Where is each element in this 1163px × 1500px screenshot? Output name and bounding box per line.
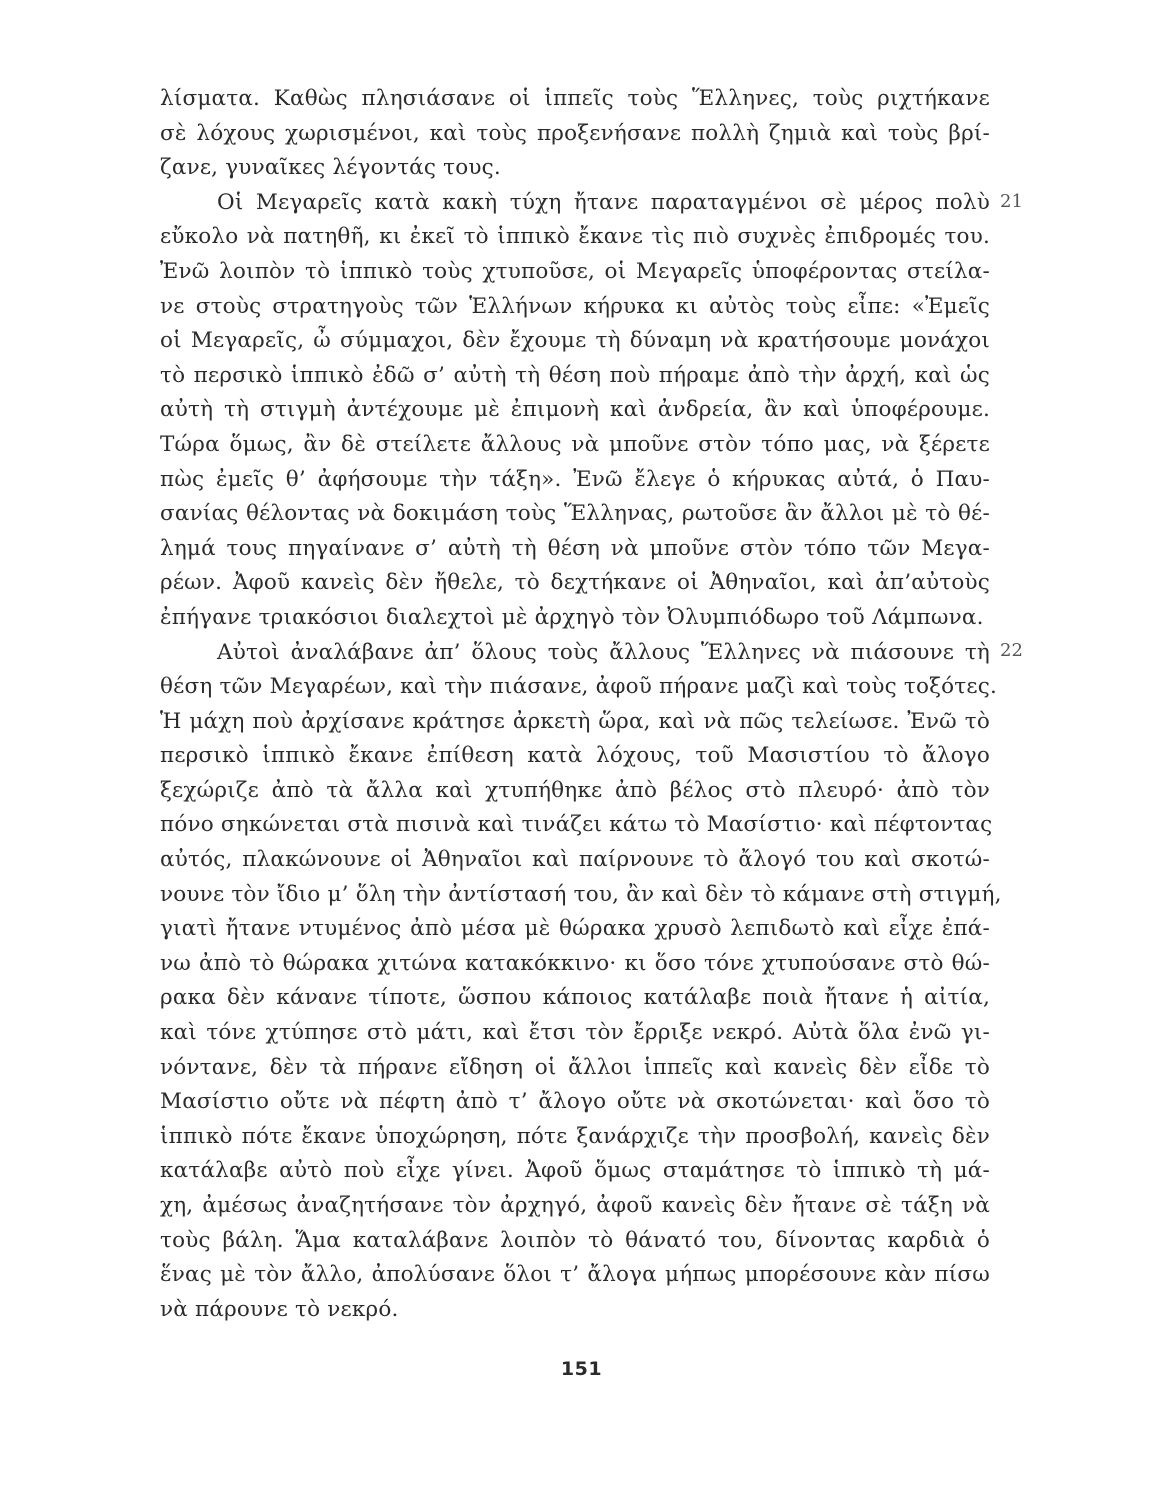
text-line: ἕνας μὲ τὸν ἄλλο, ἀπολύσανε ὅλοι τ’ ἄλογα μήπως μπορέσουνε κὰν πίσω [160, 1262, 990, 1288]
text-line: Ἡ μάχη ποὺ ἀρχίσανε κράτησε ἀρκετὴ ὥρα, καὶ νὰ πῶς τελείωσε. Ἐνῶ τὸ [160, 708, 990, 734]
text-line: πὼς ἐμεῖς θ’ ἀφήσουμε τὴν τάξη». Ἐνῶ ἔλεγε ὁ κήρυκας αὐτά, ὁ Παυ- [160, 466, 990, 492]
text-line: γιατὶ ἤτανε ντυμένος ἀπὸ μέσα μὲ θώρακα χρυσὸ λεπιδωτὸ καὶ εἶχε ἐπά- [160, 916, 990, 942]
text-line: Ἐνῶ λοιπὸν τὸ ἱππικὸ τοὺς χτυποῦσε, οἱ Μεγαρεῖς ὑποφέροντας στείλα- [160, 258, 990, 284]
text-line: νὰ πάρουνε τὸ νεκρό. [160, 1296, 399, 1322]
text-line: κατάλαβε αὐτὸ ποὺ εἶχε γίνει. Ἀφοῦ ὅμως σταμάτησε τὸ ἱππικὸ τὴ μά- [160, 1158, 990, 1184]
text-line: ἱππικὸ πότε ἔκανε ὑποχώρηση, πότε ξανάρχιζε τὴν προσβολή, κανεὶς δὲν [160, 1123, 990, 1149]
text-line: Μασίστιο οὔτε νὰ πέφτη ἀπὸ τ’ ἄλογο οὔτε νὰ σκοτώνεται· καὶ ὅσο τὸ [160, 1089, 990, 1115]
text-line: νω ἀπὸ τὸ θώρακα χιτώνα κατακόκκινο· κι ὅσο τόνε χτυπούσανε στὸ θώ- [160, 950, 990, 976]
text-line: ζανε, γυναῖκες λέγοντάς τους. [160, 155, 501, 181]
text-line: οἱ Μεγαρεῖς, ὦ σύμμαχοι, δὲν ἔχουμε τὴ δύναμη νὰ κρατήσουμε μονάχοι [160, 328, 990, 354]
text-line: νόντανε, δὲν τὰ πήρανε εἴδηση οἱ ἄλλοι ἱππεῖς καὶ κανεὶς δὲν εἶδε τὸ [160, 1054, 990, 1080]
text-line: ρέων. Ἀφοῦ κανεὶς δὲν ἤθελε, τὸ δεχτήκανε οἱ Ἀθηναῖοι, καὶ ἀπ’αὐτοὺς [160, 570, 990, 596]
text-line: χη, ἀμέσως ἀναζητήσανε τὸν ἀρχηγό, ἀφοῦ κανεὶς δὲν ἤτανε σὲ τάξη νὰ [160, 1193, 990, 1218]
margin-section-number: 21 [1000, 191, 1023, 212]
text-line: τὸ περσικὸ ἱππικὸ ἐδῶ σ’ αὐτὴ τὴ θέση ποὺ πήραμε ἀπὸ τὴν ἀρχή, καὶ ὡς [160, 362, 990, 388]
text-line: Τώρα ὅμως, ἂν δὲ στείλετε ἄλλους νὰ μποῦνε στὸν τόπο μας, νὰ ξέρετε [160, 431, 990, 457]
text-line: σὲ λόχους χωρισμένοι, καὶ τοὺς προξενήσανε πολλὴ ζημιὰ καὶ τοὺς βρί- [160, 120, 990, 146]
text-line: πόνο σηκώνεται στὰ πισινὰ καὶ τινάζει κάτω τὸ Μασίστιο· καὶ πέφτοντας [160, 812, 993, 838]
text-line: θέση τῶν Μεγαρέων, καὶ τὴν πιάσανε, ἀφοῦ πήρανε μαζὶ καὶ τοὺς τοξότες. [160, 674, 998, 700]
text-line: λίσματα. Καθὼς πλησιάσανε οἱ ἱππεῖς τοὺς Ἕλληνες, τοὺς ριχτήκανε [160, 86, 990, 111]
text-line: νουνε τὸν ἴδιο μ’ ὅλη τὴν ἀντίστασή του, ἂν καὶ δὲν τὸ κάμανε στὴ στιγμή, [160, 881, 1002, 907]
text-line: λημά τους πηγαίνανε σ’ αὐτὴ τὴ θέση νὰ μποῦνε στὸν τόπο τῶν Μεγα- [160, 535, 990, 561]
text-line: σανίας θέλοντας νὰ δοκιμάση τοὺς Ἕλληνας, ρωτοῦσε ἂν ἄλλοι μὲ τὸ θέ- [160, 501, 990, 527]
text-line: ἐπήγανε τριακόσιοι διαλεχτοὶ μὲ ἀρχηγὸ τὸν Ὀλυμπιόδωρο τοῦ Λάμπωνα. [160, 604, 984, 630]
text-line: ξεχώριζε ἀπὸ τὰ ἄλλα καὶ χτυπήθηκε ἀπὸ βέλος στὸ πλευρό· ἀπὸ τὸν [160, 777, 990, 803]
text-line: αὐτός, πλακώνουνε οἱ Ἀθηναῖοι καὶ παίρνουνε τὸ ἄλογό του καὶ σκοτώ- [160, 847, 990, 873]
text-line: αὐτὴ τὴ στιγμὴ ἀντέχουμε μὲ ἐπιμονὴ καὶ ἀνδρεία, ἂν καὶ ὑποφέρουμε. [160, 397, 990, 423]
margin-section-number: 22 [1000, 640, 1023, 661]
text-line: καὶ τόνε χτύπησε στὸ μάτι, καὶ ἔτσι τὸν ἔρριξε νεκρό. Αὐτὰ ὅλα ἐνῶ γι- [160, 1020, 990, 1046]
text-line: Αὐτοὶ ἀναλάβανε ἀπ’ ὅλους τοὺς ἄλλους Ἕλληνες νὰ πιάσουνε τὴ [217, 639, 990, 665]
text-line: ρακα δὲν κάνανε τίποτε, ὥσπου κάποιος κατάλαβε ποιὰ ἤτανε ἡ αἰτία, [160, 985, 990, 1011]
text-line: τοὺς βάλη. Ἅμα καταλάβανε λοιπὸν τὸ θάνατό του, δίνοντας καρδιὰ ὁ [160, 1227, 990, 1253]
body-text [160, 82, 1002, 1327]
page-number: 151 [560, 1358, 603, 1380]
text-line: εὔκολο νὰ πατηθῆ, κι ἐκεῖ τὸ ἱππικὸ ἔκανε τὶς πιὸ συχνὲς ἐπιδρομές του. [160, 224, 990, 250]
text-line: Οἱ Μεγαρεῖς κατὰ κακὴ τύχη ἤτανε παραταγμένοι σὲ μέρος πολὺ [217, 189, 990, 215]
text-line: νε στοὺς στρατηγοὺς τῶν Ἑλλήνων κήρυκα κι αὐτὸς τοὺς εἶπε: «Ἐμεῖς [160, 293, 990, 319]
text-line: περσικὸ ἱππικὸ ἔκανε ἐπίθεση κατὰ λόχους, τοῦ Μασιστίου τὸ ἄλογο [160, 743, 990, 769]
